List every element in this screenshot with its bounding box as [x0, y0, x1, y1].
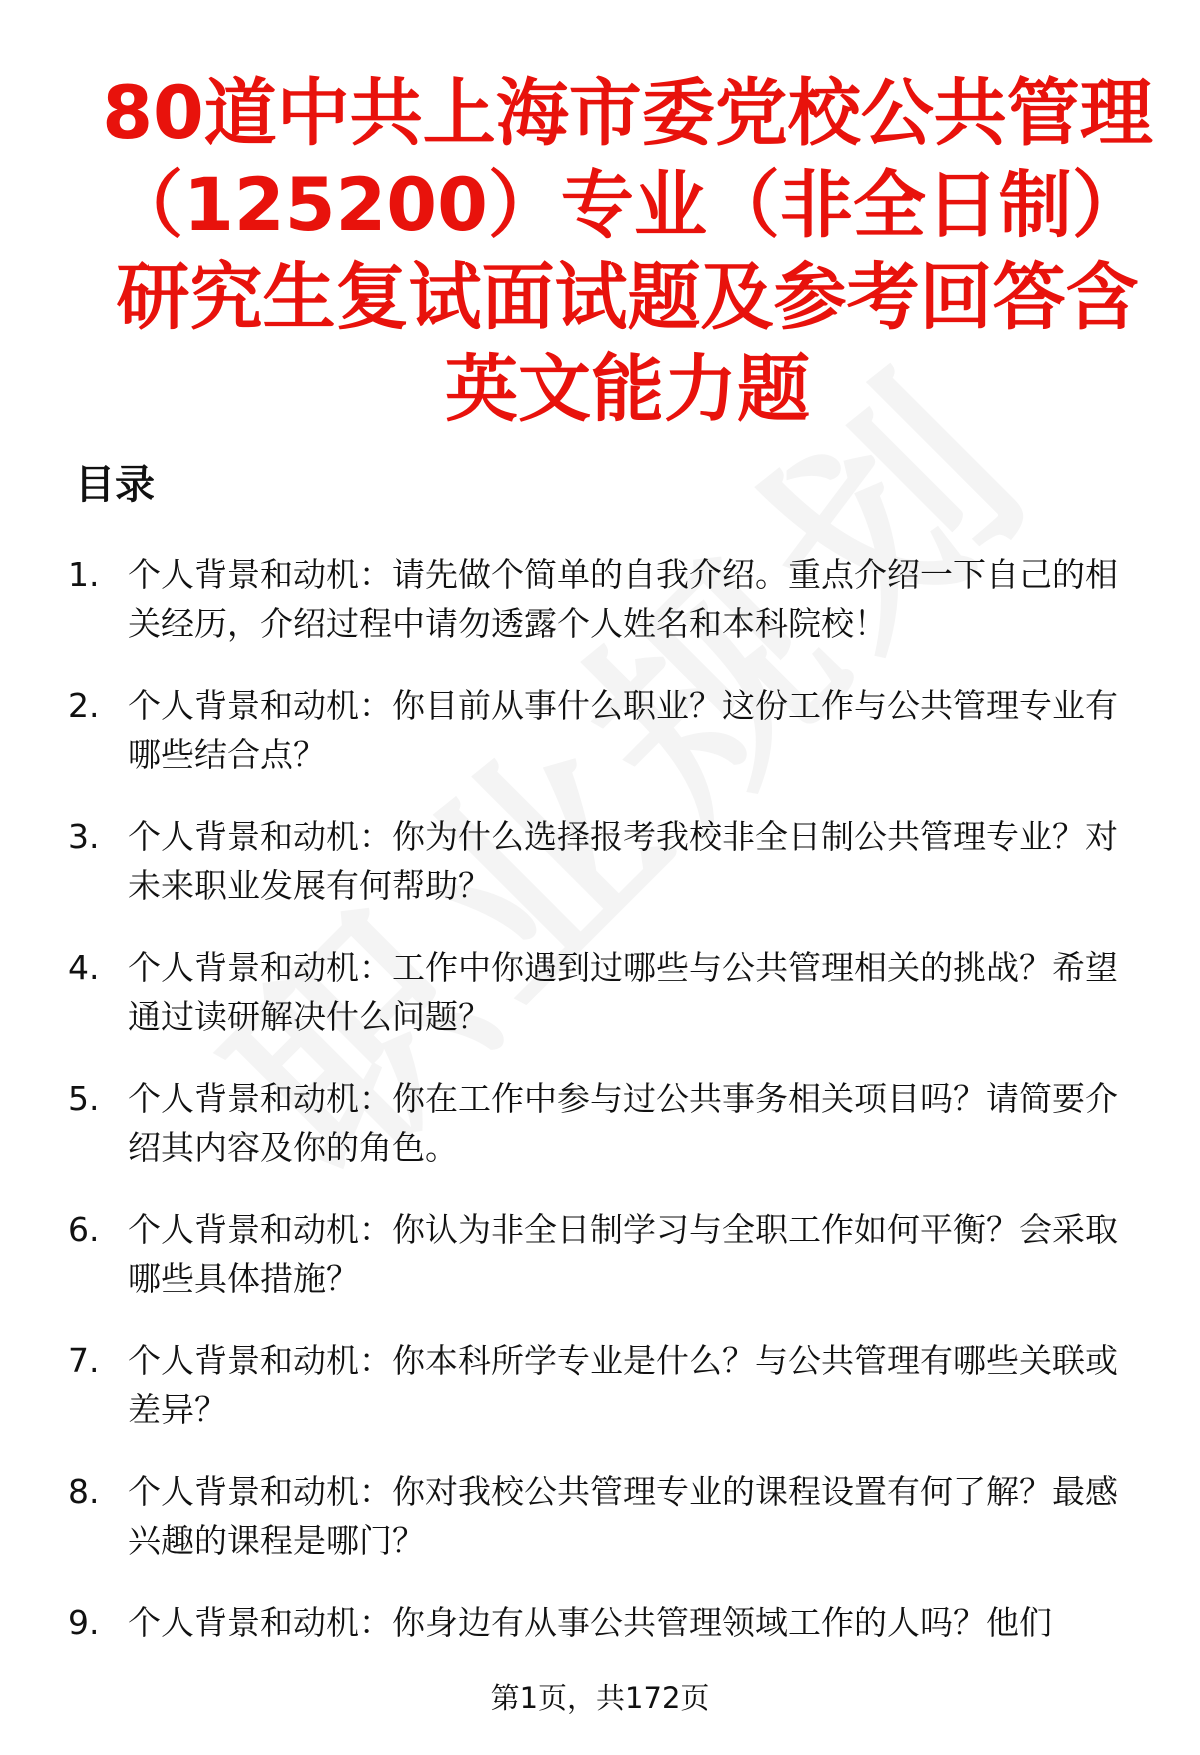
toc-item-number: 2.: [68, 686, 100, 725]
toc-item-number: 3.: [68, 817, 100, 856]
toc-item-text: 个人背景和动机：你为什么选择报考我校非全日制公共管理专业？对未来职业发展有何帮助？: [128, 817, 1118, 905]
toc-item-number: 6.: [68, 1210, 100, 1249]
toc-item-number: 9.: [68, 1603, 100, 1642]
toc-item-text: 个人背景和动机：你认为非全日制学习与全职工作如何平衡？会采取哪些具体措施？: [128, 1210, 1118, 1298]
page-footer: 第1页，共172页: [490, 1681, 710, 1715]
toc-item: [68, 943, 1148, 1074]
toc-item-number: 4.: [68, 948, 100, 987]
toc-item: [68, 681, 1148, 812]
toc-item: [68, 1336, 1148, 1467]
toc-heading: 目录: [75, 462, 155, 508]
toc-item-number: 7.: [68, 1341, 100, 1380]
toc-item-number: 1.: [68, 555, 100, 594]
toc-item-text: 个人背景和动机：请先做个简单的自我介绍。重点介绍一下自己的相关经历，介绍过程中请勿透露个人姓名和本科院校！: [128, 555, 1118, 643]
toc-item: [68, 550, 1148, 681]
toc-item-text: 个人背景和动机：你本科所学专业是什么？与公共管理有哪些关联或差异？: [128, 1341, 1118, 1429]
toc-item-number: 8.: [68, 1472, 100, 1511]
toc-item-number: 5.: [68, 1079, 100, 1118]
toc-item-text: 个人背景和动机：你在工作中参与过公共事务相关项目吗？请简要介绍其内容及你的角色。: [128, 1079, 1118, 1167]
toc-item: [68, 1074, 1148, 1205]
document-title: 80道中共上海市委党校公共管理（125200）专业（非全日制）研究生复试面试题及参考回答含英文能力题: [102, 71, 1153, 432]
toc-item: [68, 812, 1148, 943]
toc-item-text: 个人背景和动机：工作中你遇到过哪些与公共管理相关的挑战？希望通过读研解决什么问题？: [128, 948, 1118, 1036]
toc-item-text: 个人背景和动机：你身边有从事公共管理领域工作的人吗？他们: [128, 1603, 1052, 1642]
toc-item-text: 个人背景和动机：你对我校公共管理专业的课程设置有何了解？最感兴趣的课程是哪门？: [128, 1472, 1118, 1560]
toc-list: [68, 550, 1148, 1729]
toc-item: [68, 1467, 1148, 1598]
toc-item: [68, 1205, 1148, 1336]
toc-item-text: 个人背景和动机：你目前从事什么职业？这份工作与公共管理专业有哪些结合点？: [128, 686, 1118, 774]
